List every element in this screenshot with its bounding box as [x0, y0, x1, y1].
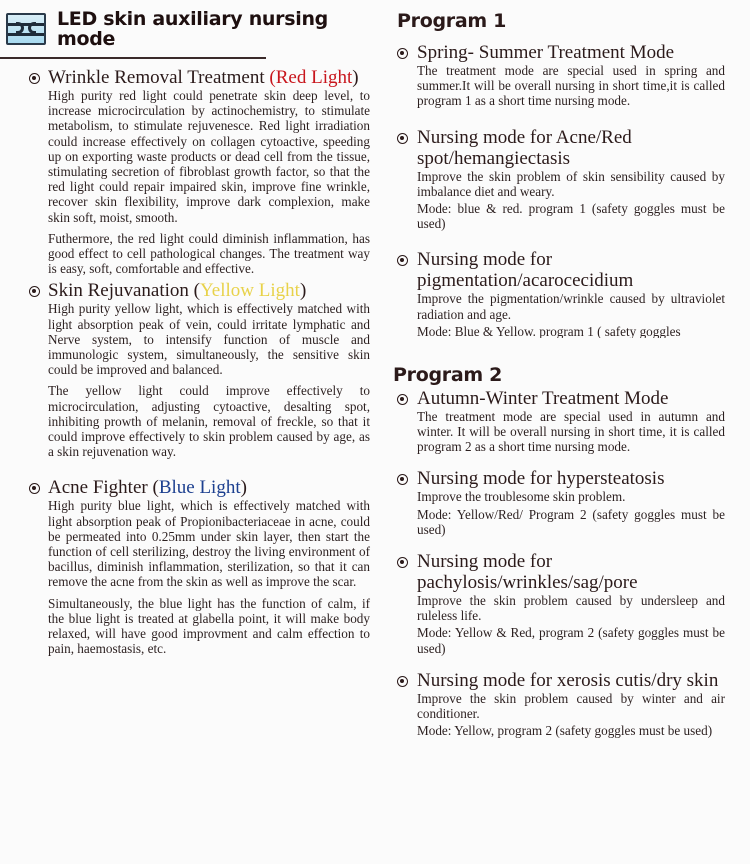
section-title: Nursing mode for pigmentation/acarocecidium	[417, 249, 634, 292]
radio-bullet-icon	[397, 48, 408, 59]
section-paragraph: Futhermore, the red light could diminish inflammation, has good effect to cell pathological changes. The treatment way is easy, soft, comfortable and effective.	[48, 230, 370, 277]
section-paragraph: Improve the pigmentation/wrinkle caused by ultraviolet radiation and age.	[417, 291, 725, 322]
radio-bullet-icon	[397, 557, 408, 568]
radio-bullet-icon	[29, 483, 40, 494]
section-paragraph: Improve the skin problem of skin sensibility caused by imbalance diet and weary.	[417, 168, 725, 199]
radio-bullet-icon	[29, 286, 40, 297]
section-mode: Mode: Yellow, program 2 (safety goggles must be used)	[417, 723, 713, 739]
section-paragraph: High purity red light could penetrate skin deep level, to increase microcirculation by actinochemistry, to stimulate metabolism, to stimulate rejuvenesce. Red light irradiation could increase effectively on collagen cytoactive, speeding up on exporting waste products or dead cell from the tissue, stimulating secretion of fibroblast growth factor, so that the red light could repair impaired skin, improve fine wrinkle, recover skin flexibility, improve dark complexion, make skin soft, moist, smooth.	[48, 88, 370, 225]
radio-bullet-icon	[29, 73, 40, 84]
program-2-section	[385, 670, 725, 739]
section-title: Skin Rejuvanation (Yellow Light)	[48, 280, 307, 302]
section-paragraph: Improve the skin problem caused by undersleep and ruleless life.	[417, 593, 725, 624]
section-paragraph: High purity blue light, which is effectively matched with light absorption peak of Propionibacteriaceae in acne, could be permeated into 0.25mm under skin layer, then start the function of cell sterilizing, destroy the living environment of bacillus, diminish inflammation, sterilization, so that it can remove the acne from the skin as well as improve the scar.	[48, 498, 370, 590]
section-paragraph: The treatment mode are special used in spring and summer.It will be overall nursing in short time,it is called program 1 as a short time nursing mode.	[417, 63, 725, 109]
section-title: Nursing mode for pachylosis/wrinkles/sag/pore	[417, 551, 638, 594]
radio-bullet-icon	[397, 133, 408, 144]
program-1-section	[385, 127, 725, 232]
light-color-label: Blue Light	[158, 477, 241, 499]
program-2-section	[385, 388, 725, 455]
program-2-section	[385, 468, 725, 537]
light-color-label: Yellow Light	[199, 280, 300, 302]
radio-bullet-icon	[397, 255, 408, 266]
program-1-section	[385, 249, 725, 337]
program-2-section	[385, 551, 725, 656]
section-blue-light	[0, 477, 370, 656]
section-title: Spring- Summer Treatment Mode	[417, 42, 675, 63]
section-mode: Mode: blue & red. program 1 (safety goggles must be used)	[417, 201, 725, 232]
section-title: Wrinkle Removal Treatment (Red Light)	[48, 67, 359, 88]
program-1-section	[385, 42, 725, 109]
section-red-light	[0, 67, 370, 276]
section-mode: Mode: Yellow/Red/ Program 2 (safety goggles must be used)	[417, 506, 725, 537]
section-mode: Mode: Blue & Yellow. program 1 ( safety goggles	[417, 323, 681, 338]
section-paragraph: High purity yellow light, which is effectively matched with light absorption peak of vein, could irritate lymphatic and Nerve system, to intensify function of muscle and immunologic system, simultaneously, the sensitive skin could be improved and balanced.	[48, 301, 370, 378]
radio-bullet-icon	[397, 676, 408, 687]
section-paragraph: Improve the troublesome skin problem.	[417, 489, 626, 505]
header-divider	[0, 57, 266, 59]
right-column	[385, 0, 725, 738]
section-yellow-light	[0, 280, 370, 459]
left-column	[0, 0, 370, 657]
page-title: LED skin auxiliary nursing mode	[57, 8, 328, 50]
section-title: Autumn-Winter Treatment Mode	[417, 387, 669, 409]
program-1-title: Program 1	[397, 10, 507, 32]
section-title: Acne Fighter (Blue Light)	[48, 477, 247, 499]
section-paragraph: The treatment mode are special used in autumn and winter. It will be overall nursing in short time, it is called program 2 as a short time nursing mode.	[417, 408, 725, 455]
section-paragraph: The yellow light could improve effectively to microcirculation, adjusting cytoactive, desalting spot, inhibiting prowth of melanin, removal of freckle, so that it could improve effectively to skin problem caused by age, as a skin rejuvenation way.	[48, 383, 370, 460]
led-panel-icon	[6, 13, 46, 45]
section-title: Nursing mode for Acne/Red spot/hemangiectasis	[417, 126, 632, 169]
page-header	[0, 0, 370, 60]
program-2-title: Program 2	[393, 363, 503, 386]
section-paragraph: Improve the skin problem caused by winter and air conditioner.	[417, 690, 725, 722]
light-color-label: Red Light	[275, 67, 353, 88]
section-paragraph: Simultaneously, the blue light has the function of calm, if the blue light is treated at glabella point, it will make body relaxed, will have good improvment and calm effection to pain, haemostasis, etc.	[48, 595, 370, 657]
section-mode: Mode: Yellow & Red, program 2 (safety goggles must be used)	[417, 625, 725, 656]
radio-bullet-icon	[397, 394, 408, 405]
section-title: Nursing mode for xerosis cutis/dry skin	[417, 669, 719, 691]
section-title: Nursing mode for hypersteatosis	[417, 468, 665, 490]
radio-bullet-icon	[397, 474, 408, 485]
